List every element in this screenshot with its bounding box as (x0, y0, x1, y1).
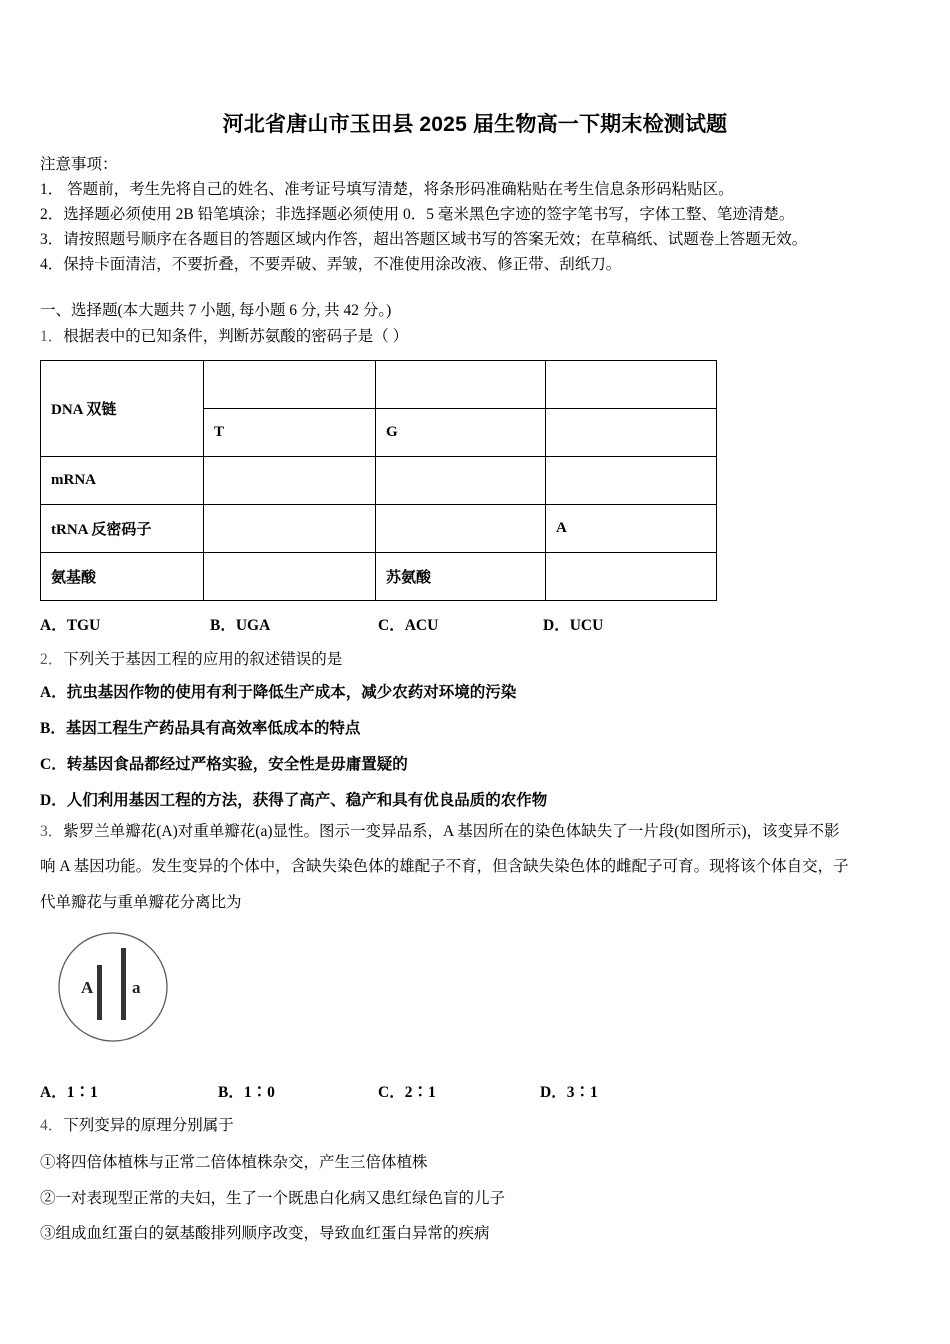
question-3-stem-line-1 (40, 820, 930, 844)
question-3-option-d[interactable]: D．3∶1 (540, 1084, 598, 1101)
table-cell-amino-1 (204, 553, 376, 601)
question-2-option-b[interactable]: B．基因工程生产药品具有高效率低成本的特点 (40, 720, 361, 737)
table-row-dna-top (41, 361, 717, 409)
question-3-stem-line-2: 响 A 基因功能。发生变异的个体中，含缺失染色体的雄配子不育，但含缺失染色体的雌配子可育。现将该个体自交，子 (40, 858, 849, 875)
chromosome-label-a-recessive: a (132, 978, 141, 997)
notice-item-3: 3．请按照题号顺序在各题目的答题区域内作答，超出答题区域书写的答案无效；在草稿纸、试题卷上答题无效。 (40, 231, 808, 248)
table-cell-dna-base-2: G (376, 409, 546, 457)
question-4-number: 4． (40, 1117, 64, 1134)
notice-item-1: 1． 答题前，考生先将自己的姓名、准考证号填写清楚，将条形码准确粘贴在考生信息条形码粘贴区。 (40, 181, 734, 198)
question-2-option-c[interactable]: C．转基因食品都经过严格实验，安全性是毋庸置疑的 (40, 756, 408, 773)
question-2-option-a[interactable]: A．抗虫基因作物的使用有利于降低生产成本，减少农药对环境的污染 (40, 684, 517, 701)
section-heading-multiple-choice: 一、选择题(本大题共 7 小题, 每小题 6 分, 共 42 分。) (40, 302, 392, 319)
table-cell-dna-base-3 (546, 409, 717, 457)
table-cell-trna-3: A (546, 505, 717, 553)
table-cell-amino-2: 苏氨酸 (376, 553, 546, 601)
notice-item-2: 2．选择题必须使用 2B 铅笔填涂；非选择题必须使用 0．5 毫米黑色字迹的签字笔书写，字体工整、笔迹清楚。 (40, 206, 795, 223)
chromosome-bar-normal (121, 948, 126, 1020)
table-cell-trna-2 (376, 505, 546, 553)
question-2-stem (40, 648, 342, 672)
cell-outline-circle (59, 933, 167, 1041)
question-1-text: 根据表中的已知条件，判断苏氨酸的密码子是（ ） (63, 328, 409, 345)
question-4-stem (40, 1114, 234, 1138)
question-2-text: 下列关于基因工程的应用的叙述错误的是 (63, 651, 343, 668)
chromosome-deletion-figure (55, 930, 175, 1045)
question-4-item-2: ②一对表现型正常的夫妇，生了一个既患白化病又患红绿色盲的儿子 (40, 1190, 506, 1207)
table-cell-dna-base-1: T (204, 409, 376, 457)
page-title: 河北省唐山市玉田县 2025 届生物高一下期末检测试题 (222, 113, 728, 136)
chromosome-bar-deleted (97, 965, 102, 1020)
question-3-number: 3． (40, 823, 64, 840)
notice-block (40, 153, 920, 277)
table-cell-mrna-1 (204, 457, 376, 505)
question-1-option-a[interactable]: A．TGU (40, 617, 101, 634)
question-1-stem (40, 325, 408, 349)
table-cell-label-dna: DNA 双链 (41, 361, 204, 457)
chromosome-label-a-dominant: A (81, 978, 94, 997)
table-cell-mrna-3 (546, 457, 717, 505)
table-cell-label-amino-acid: 氨基酸 (41, 553, 204, 601)
question-2-option-d[interactable]: D．人们利用基因工程的方法，获得了高产、稳产和具有优良品质的农作物 (40, 792, 548, 809)
question-1-option-b[interactable]: B．UGA (210, 617, 271, 634)
question-3-option-c[interactable]: C．2∶1 (378, 1084, 436, 1101)
question-1-option-c[interactable]: C．ACU (378, 617, 439, 634)
table-row-mrna (41, 457, 717, 505)
question-3-option-b[interactable]: B．1∶0 (218, 1084, 275, 1101)
question-3-stem-line-3: 代单瓣花与重单瓣花分离比为 (40, 894, 242, 911)
question-4-item-3: ③组成血红蛋白的氨基酸排列顺序改变，导致血红蛋白异常的疾病 (40, 1225, 490, 1242)
table-cell-label-mrna: mRNA (41, 457, 204, 505)
question-4-item-1: ①将四倍体植株与正常二倍体植株杂交，产生三倍体植株 (40, 1154, 428, 1171)
question-3-text-1: 紫罗兰单瓣花(A)对重单瓣花(a)显性。图示一变异品系，A 基因所在的染色体缺失了一片段(如图所示)，该变异不影 (63, 823, 840, 840)
chromosome-diagram-svg (55, 930, 175, 1045)
question-4-text: 下列变异的原理分别属于 (63, 1117, 234, 1134)
question-1-number: 1． (40, 328, 64, 345)
question-1-option-d[interactable]: D．UCU (543, 617, 604, 634)
table-cell-dna-2 (376, 361, 546, 409)
table-cell-dna-1 (204, 361, 376, 409)
codon-table (40, 360, 717, 601)
table-cell-label-trna: tRNA 反密码子 (41, 505, 204, 553)
notice-item-4: 4．保持卡面清洁，不要折叠，不要弄破、弄皱，不准使用涂改液、修正带、刮纸刀。 (40, 256, 622, 273)
question-3-option-a[interactable]: A．1∶1 (40, 1084, 98, 1101)
table-cell-trna-1 (204, 505, 376, 553)
notice-heading: 注意事项： (40, 156, 118, 173)
table-row-amino-acid (41, 553, 717, 601)
table-row-trna (41, 505, 717, 553)
table-cell-dna-3 (546, 361, 717, 409)
table-cell-amino-3 (546, 553, 717, 601)
question-2-number: 2． (40, 651, 64, 668)
table-cell-mrna-2 (376, 457, 546, 505)
